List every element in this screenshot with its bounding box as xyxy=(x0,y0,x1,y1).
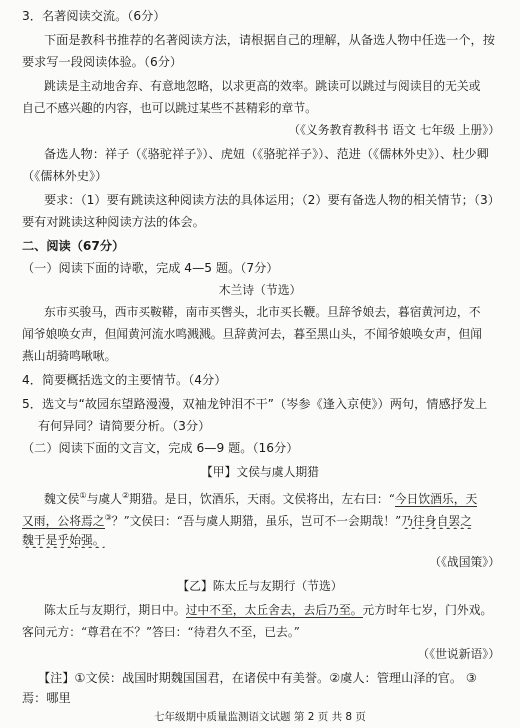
footnote-marker-3: ③ xyxy=(104,513,112,522)
question-5-line-2: 有何异同？请简要分析。（3分） xyxy=(38,419,211,433)
yi-text: 元方时年七岁，门外戏。 xyxy=(362,603,493,617)
q3-quote-source: （《义务教育教科书 语文 七年级 上册》） xyxy=(288,123,500,137)
footnote-line-2: 焉：哪里 xyxy=(22,691,71,705)
q3-candidates-line-1: 备选人物：祥子（《骆驼祥子》）、虎妞（《骆驼祥子》）、范进（《儒林外史》）、杜少卿 xyxy=(44,147,489,161)
q3-intro-line-1: 下面是教科书推荐的名著阅读方法，请根据自己的理解，从备选人物中任选一个，按 xyxy=(44,33,495,47)
poem-line-1: 东市买骏马，西市买鞍鞯，南市买辔头，北市买长鞭。旦辞爷娘去，暮宿黄河边，不 xyxy=(44,305,481,319)
passage-yi-line-2: 客问元方：“尊君在不？”答曰：“待君久不至，已去。” xyxy=(22,625,300,639)
passage-jia-title: 【甲】文侯与虞人期猎 xyxy=(201,465,319,479)
q3-title: 3．名著阅读交流。（6分） xyxy=(22,9,166,23)
page-footer: 七年级期中质量监测语文试题 第 2 页 共 8 页 xyxy=(154,711,366,723)
poem-line-3: 燕山胡骑鸣啾啾。 xyxy=(22,349,117,363)
q3-quote-line-2: 自己不感兴趣的内容，也可以跳过某些不甚精彩的章节。 xyxy=(22,101,317,115)
jia-text: ？”文侯曰：“吾与虞人期猎，虽乐，岂可不一会期哉！” xyxy=(111,513,402,528)
q3-requirements-line-1: 要求：（1）要有跳读这种阅读方法的具体运用；（2）要有备选人物的相关情节；（3） xyxy=(44,193,500,207)
passage-jia-line-2 xyxy=(22,510,500,529)
q3-intro-line-2: 要求写一段阅读体验。（6分） xyxy=(22,55,183,69)
q3-candidates-line-2: （《儒林外史》） xyxy=(22,169,108,183)
poem-line-2: 闻爷娘唤女声，但闻黄河流水鸣溅溅。旦辞黄河去，暮至黑山头，不闻爷娘唤女声，但闻 xyxy=(22,327,483,341)
section-2-title: 二、阅读（67分） xyxy=(22,239,125,253)
footnote-line-1: 【注】①文侯：战国时期魏国国君，在诸侯中有美誉。②虞人：管理山泽的官。 ③ xyxy=(38,671,477,685)
poem-title: 木兰诗（节选） xyxy=(218,283,302,297)
part-1-intro: （一）阅读下面的诗歌，完成 4—5 题。（7分） xyxy=(22,261,279,275)
q3-quote-line-1: 跳读是主动地舍弃、有意地忽略，以求更高的效率。跳读可以跳过与阅读目的无关或 xyxy=(44,79,481,93)
yi-text: 陈太丘与友期行，期日中。 xyxy=(44,603,186,617)
question-4: 4．简要概括选文的主要情节。（4分） xyxy=(22,373,227,387)
jia-text: 与虞人 xyxy=(86,491,122,506)
question-5-line-1: 5．选文与“故园东望路漫漫，双袖龙钟泪不干”（岑参《逢入京使》）两句，情感抒发上 xyxy=(22,397,488,411)
underlined-sentence-1-cont: 又雨，公将焉之 xyxy=(22,513,105,528)
passage-yi-source: （《世说新语》） xyxy=(417,647,500,661)
passage-jia-source: （《战国策》） xyxy=(429,555,500,569)
underlined-sentence-2: 过中不至，太丘舍去，去后乃至。 xyxy=(185,603,363,617)
wavy-underlined-sentence: 乃往身自罢之 xyxy=(401,513,472,528)
footnote-marker-1: ① xyxy=(79,491,87,500)
passage-jia-line-1 xyxy=(44,488,500,507)
passage-jia-line-3 xyxy=(22,532,500,548)
q3-requirements-line-2: 要有对跳读这种阅读方法的体会。 xyxy=(22,215,205,229)
wavy-underlined-sentence-cont: 魏于是乎始强。 xyxy=(22,533,105,547)
passage-yi-line-1 xyxy=(44,602,500,618)
jia-text: 魏文侯 xyxy=(44,491,80,506)
underlined-sentence-1: 今日饮酒乐，天 xyxy=(394,491,478,506)
passage-yi-title: 【乙】陈太丘与友期行（节选） xyxy=(177,579,343,593)
jia-text: 期猎。是日，饮酒乐，天雨。文侯将出，左右曰：“ xyxy=(129,491,395,506)
footnote-marker-2: ② xyxy=(121,491,130,500)
part-2-intro: （二）阅读下面的文言文，完成 6—9 题。（16分） xyxy=(22,441,299,455)
